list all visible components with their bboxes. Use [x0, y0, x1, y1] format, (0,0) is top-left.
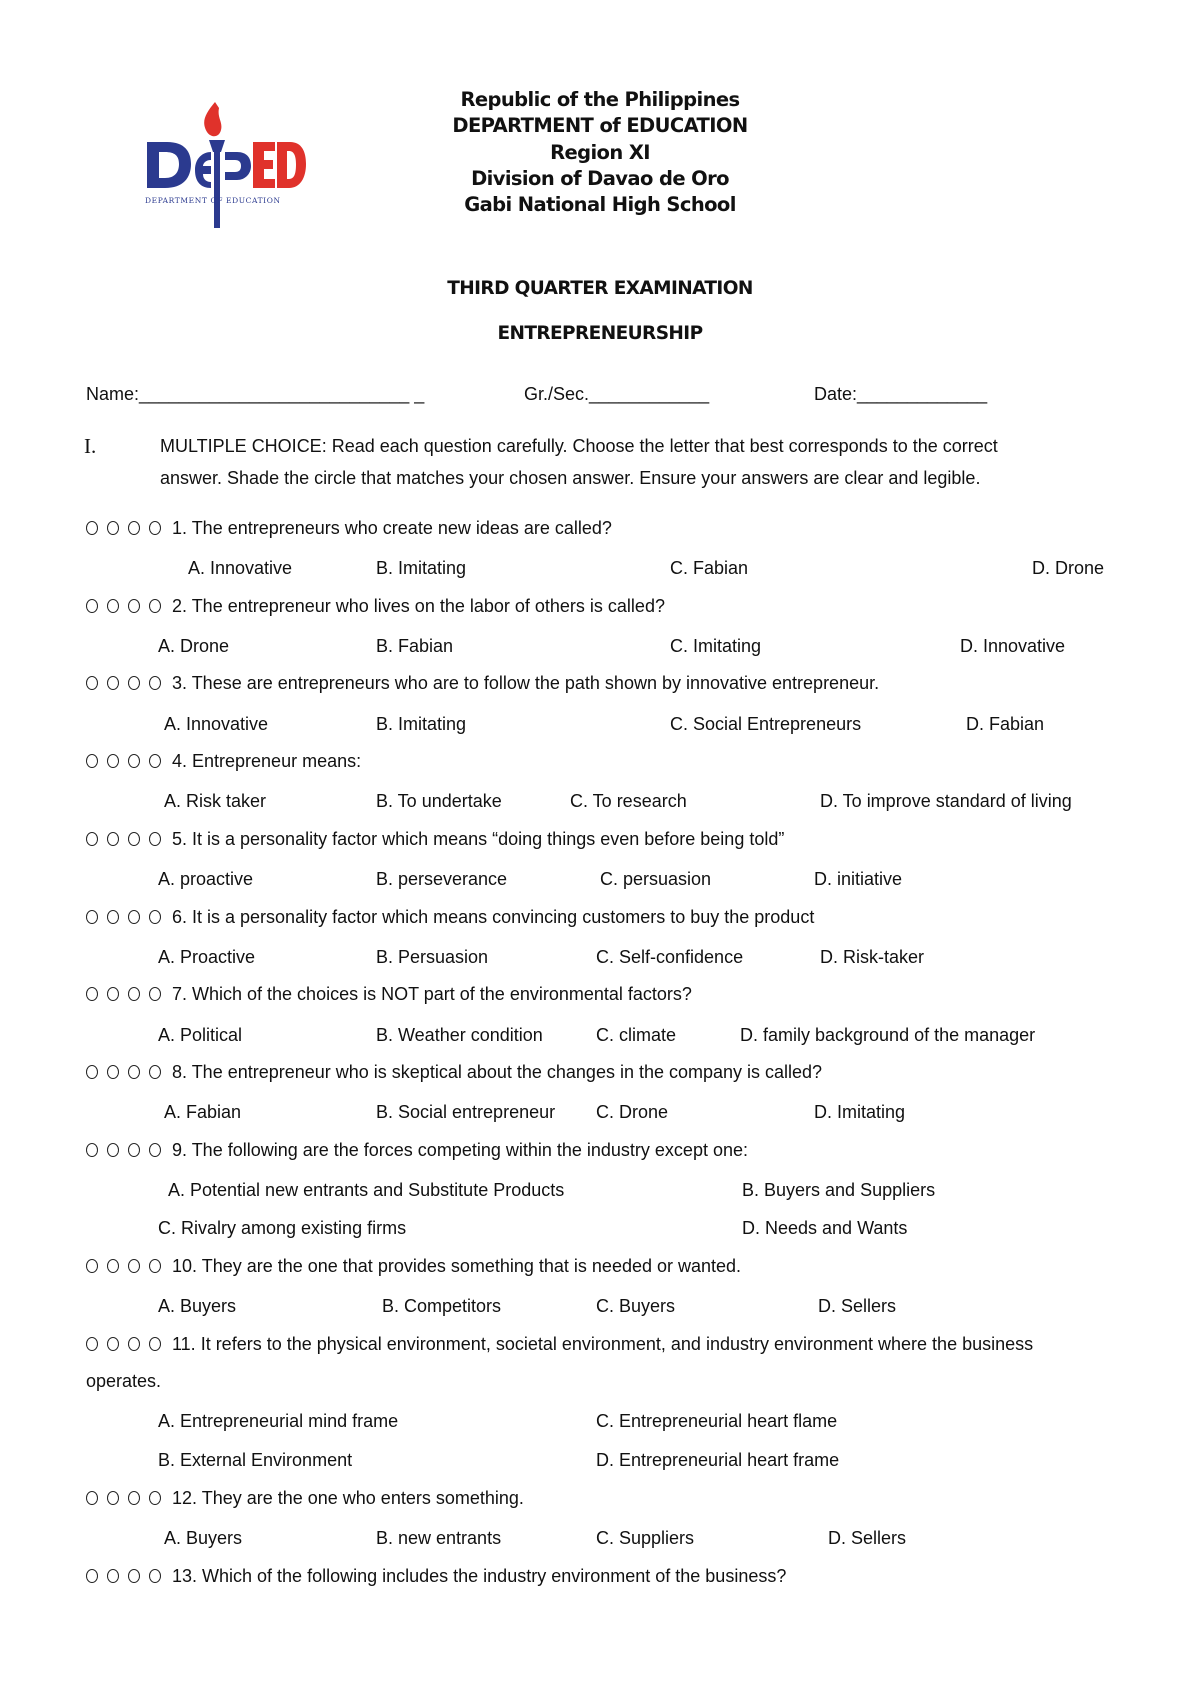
option-c: C. Suppliers — [596, 1528, 695, 1548]
option-d: D. To improve standard of living — [820, 791, 1072, 811]
option-d: D. Innovative — [960, 636, 1066, 656]
answer-bubbles — [86, 1334, 170, 1355]
header-school: Gabi National High School — [464, 193, 736, 216]
question-3 — [86, 673, 879, 694]
answer-circle[interactable] — [128, 754, 140, 768]
answer-circle[interactable] — [86, 1491, 98, 1505]
answer-circle[interactable] — [128, 910, 140, 924]
answer-circle[interactable] — [86, 1259, 98, 1273]
answer-circle[interactable] — [86, 1569, 98, 1583]
answer-circle[interactable] — [149, 832, 161, 846]
question-text: 4. Entrepreneur means: — [172, 751, 362, 771]
question-13 — [86, 1566, 786, 1587]
option-b: B. Imitating — [376, 714, 467, 734]
answer-circle[interactable] — [86, 832, 98, 846]
question-9 — [86, 1140, 748, 1161]
option-b: B. Fabian — [376, 636, 454, 656]
option-b: B. Competitors — [382, 1296, 502, 1316]
answer-circle[interactable] — [86, 910, 98, 924]
question-text: 3. These are entrepreneurs who are to follow the path shown by innovative entrepreneur. — [172, 673, 880, 693]
option-c: B. External Environment — [158, 1450, 353, 1470]
answer-bubbles — [86, 1566, 170, 1587]
question-7 — [86, 984, 692, 1005]
option-a: A. Buyers — [164, 1528, 243, 1548]
answer-bubbles — [86, 596, 170, 617]
answer-circle[interactable] — [86, 754, 98, 768]
answer-circle[interactable] — [107, 754, 119, 768]
question-8 — [86, 1062, 822, 1083]
answer-circle[interactable] — [128, 1143, 140, 1157]
answer-circle[interactable] — [107, 910, 119, 924]
question-text: 2. The entrepreneur who lives on the labor of others is called? — [172, 596, 665, 616]
option-b: C. Entrepreneurial heart flame — [596, 1411, 838, 1431]
option-a: A. Entrepreneurial mind frame — [158, 1411, 399, 1431]
answer-bubbles — [86, 751, 170, 772]
answer-circle[interactable] — [86, 599, 98, 613]
answer-circle[interactable] — [86, 1065, 98, 1079]
option-d: D. Needs and Wants — [742, 1218, 908, 1238]
question-text-continued: operates. — [86, 1371, 162, 1391]
answer-circle[interactable] — [107, 1143, 119, 1157]
question-1 — [86, 518, 612, 539]
answer-bubbles — [86, 984, 170, 1005]
option-c: C. Self-confidence — [596, 947, 744, 967]
option-c: C. Social Entrepreneurs — [670, 714, 862, 734]
option-b: B. perseverance — [376, 869, 508, 889]
header-republic: Republic of the Philippines — [460, 88, 740, 111]
answer-circle[interactable] — [128, 1569, 140, 1583]
option-b: B. Social entrepreneur — [376, 1102, 556, 1122]
option-a: A. Proactive — [158, 947, 256, 967]
answer-circle[interactable] — [149, 1569, 161, 1583]
answer-circle[interactable] — [128, 832, 140, 846]
answer-circle[interactable] — [107, 1259, 119, 1273]
answer-circle[interactable] — [149, 987, 161, 1001]
option-b: B. To undertake — [376, 791, 502, 811]
option-c: C. To research — [570, 791, 687, 811]
question-text: 13. Which of the following includes the industry environment of the business? — [172, 1566, 787, 1586]
option-d: D. initiative — [814, 869, 903, 889]
answer-circle[interactable] — [107, 1065, 119, 1079]
option-b: B. new entrants — [376, 1528, 502, 1548]
answer-circle[interactable] — [128, 599, 140, 613]
question-text: 10. They are the one that provides something that is needed or wanted. — [172, 1256, 742, 1276]
option-d: D. Sellers — [828, 1528, 907, 1548]
option-a: A. Potential new entrants and Substitute Products — [168, 1180, 565, 1200]
answer-circle[interactable] — [149, 1491, 161, 1505]
option-d: D. Entrepreneurial heart frame — [596, 1450, 840, 1470]
answer-circle[interactable] — [128, 1337, 140, 1351]
answer-bubbles — [86, 518, 170, 539]
answer-circle[interactable] — [149, 1259, 161, 1273]
option-d: D. Drone — [1032, 558, 1105, 578]
answer-circle[interactable] — [149, 1143, 161, 1157]
question-4 — [86, 751, 361, 772]
answer-circle[interactable] — [86, 1143, 98, 1157]
answer-circle[interactable] — [107, 1491, 119, 1505]
answer-bubbles — [86, 1140, 170, 1161]
answer-circle[interactable] — [86, 521, 98, 535]
option-a: A. Fabian — [164, 1102, 242, 1122]
question-6 — [86, 907, 814, 928]
question-text: 9. The following are the forces competing within the industry except one: — [172, 1140, 748, 1160]
option-d: D. Imitating — [814, 1102, 906, 1122]
question-text: 5. It is a personality factor which means “doing things even before being told” — [172, 829, 785, 849]
answer-circle[interactable] — [107, 987, 119, 1001]
option-c: C. persuasion — [600, 869, 712, 889]
answer-circle[interactable] — [107, 599, 119, 613]
answer-circle[interactable] — [149, 910, 161, 924]
answer-circle[interactable] — [107, 832, 119, 846]
answer-circle[interactable] — [128, 676, 140, 690]
answer-bubbles — [86, 1256, 170, 1277]
header-division: Division of Davao de Oro — [471, 167, 729, 190]
question-text: 12. They are the one who enters something. — [172, 1488, 524, 1508]
option-b: B. Persuasion — [376, 947, 489, 967]
answer-circle[interactable] — [149, 1337, 161, 1351]
answer-circle[interactable] — [128, 987, 140, 1001]
answer-circle[interactable] — [149, 754, 161, 768]
answer-circle[interactable] — [149, 599, 161, 613]
question-text: 7. Which of the choices is NOT part of the environmental factors? — [172, 984, 692, 1004]
header-region: Region XI — [550, 141, 650, 164]
option-b: B. Imitating — [376, 558, 467, 578]
option-a: A. Political — [158, 1025, 243, 1045]
question-text: 8. The entrepreneur who is skeptical about the changes in the company is called? — [172, 1062, 823, 1082]
answer-circle[interactable] — [128, 1065, 140, 1079]
option-d: D. Fabian — [966, 714, 1045, 734]
question-2 — [86, 596, 665, 617]
option-c: C. climate — [596, 1025, 677, 1045]
question-text: 11. It refers to the physical environment, societal environment, and industry environment where the business — [172, 1334, 1034, 1354]
answer-bubbles — [86, 907, 170, 928]
option-c: C. Rivalry among existing firms — [158, 1218, 407, 1238]
section-numeral: I. — [84, 434, 97, 458]
option-d: D. Sellers — [818, 1296, 897, 1316]
answer-bubbles — [86, 1488, 170, 1509]
option-d: D. Risk-taker — [820, 947, 925, 967]
question-5 — [86, 829, 784, 850]
question-10 — [86, 1256, 741, 1277]
answer-circle[interactable] — [107, 1569, 119, 1583]
option-d: D. family background of the manager — [740, 1025, 1036, 1045]
option-b: B. Weather condition — [376, 1025, 543, 1045]
option-a: A. Buyers — [158, 1296, 237, 1316]
question-11 — [86, 1334, 1033, 1355]
option-c: C. Imitating — [670, 636, 762, 656]
option-a: A. Risk taker — [164, 791, 267, 811]
answer-bubbles — [86, 673, 170, 694]
logo-subtext: DEPARTMENT OF EDUCATION — [145, 196, 281, 205]
answer-circle[interactable] — [149, 1065, 161, 1079]
answer-bubbles — [86, 829, 170, 850]
option-a: A. Innovative — [164, 714, 269, 734]
answer-circle[interactable] — [149, 676, 161, 690]
option-a: A. Innovative — [188, 558, 293, 578]
question-text: 6. It is a personality factor which means convincing customers to buy the product — [172, 907, 815, 927]
option-c: C. Buyers — [596, 1296, 676, 1316]
option-a: A. proactive — [158, 869, 254, 889]
option-c: C. Drone — [596, 1102, 669, 1122]
instructions-line-2: answer. Shade the circle that matches your chosen answer. Ensure your answers are clear and legible. — [160, 468, 981, 488]
answer-circle[interactable] — [128, 1491, 140, 1505]
answer-circle[interactable] — [107, 676, 119, 690]
answer-circle[interactable] — [128, 1259, 140, 1273]
answer-circle[interactable] — [86, 676, 98, 690]
answer-circle[interactable] — [107, 1337, 119, 1351]
exam-title: THIRD QUARTER EXAMINATION — [447, 278, 753, 299]
exam-subject: ENTREPRENEURSHIP — [497, 323, 703, 344]
instructions-line-1: MULTIPLE CHOICE: Read each question carefully. Choose the letter that best corresponds to the correct — [160, 436, 998, 456]
option-c: C. Fabian — [670, 558, 749, 578]
question-text: 1. The entrepreneurs who create new ideas are called? — [172, 518, 612, 538]
date-field[interactable]: Date:_____________ — [814, 384, 988, 404]
answer-bubbles — [86, 1062, 170, 1083]
answer-circle[interactable] — [149, 521, 161, 535]
section-field[interactable]: Gr./Sec.____________ — [524, 384, 710, 404]
answer-circle[interactable] — [86, 987, 98, 1001]
question-12 — [86, 1488, 524, 1509]
header-department: DEPARTMENT of EDUCATION — [452, 114, 748, 137]
option-a: A. Drone — [158, 636, 230, 656]
option-b: B. Buyers and Suppliers — [742, 1180, 936, 1200]
answer-circle[interactable] — [107, 521, 119, 535]
name-field[interactable]: Name:___________________________ _ — [86, 384, 425, 404]
answer-circle[interactable] — [128, 521, 140, 535]
answer-circle[interactable] — [86, 1337, 98, 1351]
